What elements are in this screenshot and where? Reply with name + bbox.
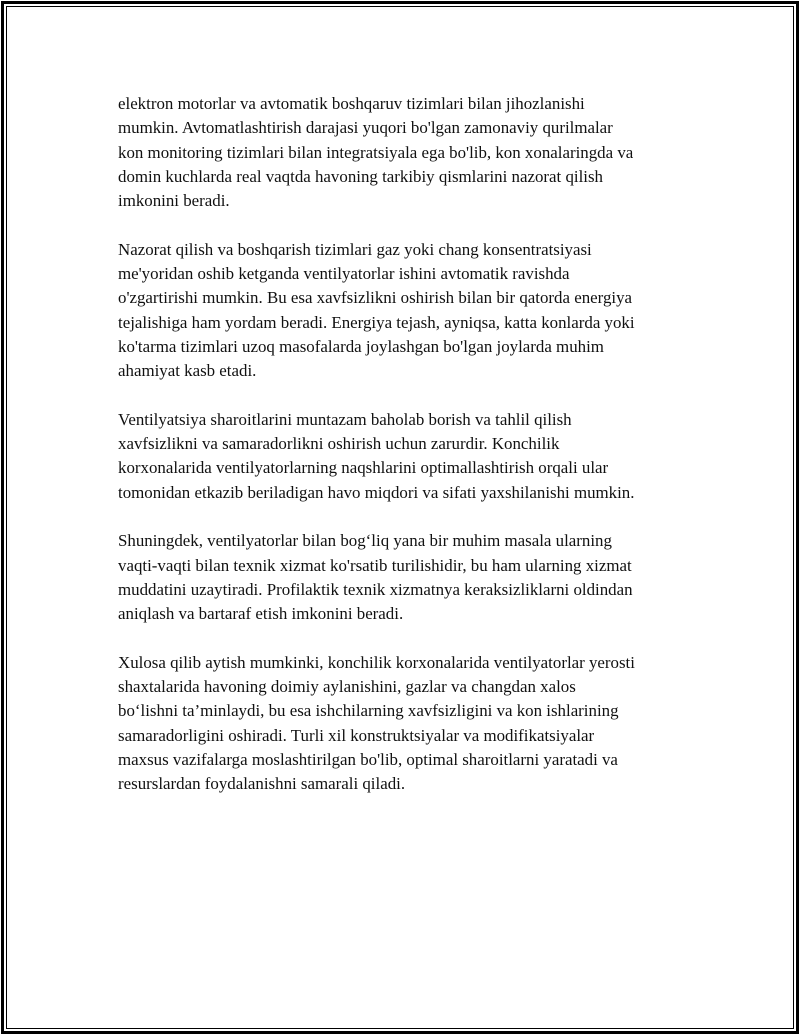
text-line: bo‘lishni ta’minlaydi, bu esa ishchilarning xavfsizligini va kon ishlarining [118, 701, 619, 721]
paragraph [118, 92, 703, 213]
text-line: me'yoridan oshib ketganda ventilyatorlar ishini avtomatik ravishda [118, 264, 570, 284]
text-line: Ventilyatsiya sharoitlarini muntazam baholab borish va tahlil qilish [118, 409, 572, 429]
text-line: muddatini uzaytiradi. Profilaktik texnik xizmatnya keraksizliklarni oldindan [118, 579, 633, 599]
paragraph [118, 408, 703, 505]
text-line: korxonalarida ventilyatorlarning naqshlarini optimallashtirish orqali ular [118, 458, 609, 478]
text-line: ahamiyat kasb etadi. [118, 361, 257, 381]
text-line: mumkin. Avtomatlashtirish darajasi yuqori bo'lgan zamonaviy qurilmalar [118, 118, 613, 138]
text-line: vaqti-vaqti bilan texnik xizmat ko'rsatib turilishidir, bu ham ularning xizmat [118, 555, 632, 575]
paragraph [118, 238, 703, 384]
text-line: Shuningdek, ventilyatorlar bilan bog‘liq yana bir muhim masala ularning [118, 531, 612, 551]
text-line: Nazorat qilish va boshqarish tizimlari gaz yoki chang konsentratsiyasi [118, 239, 592, 259]
text-line: maxsus vazifalarga moslashtirilgan bo'lib, optimal sharoitlarni yaratadi va [118, 750, 618, 770]
paragraph [118, 651, 703, 797]
text-line: ko'tarma tizimlari uzoq masofalarda joylashgan bo'lgan joylarda muhim [118, 336, 604, 356]
text-line: resurslardan foydalanishni samarali qiladi. [118, 774, 406, 794]
text-line: kon monitoring tizimlari bilan integratsiyala ega bo'lib, kon xonalaringda va [118, 142, 634, 162]
text-line: xavfsizlikni va samaradorlikni oshirish uchun zarurdir. Konchilik [118, 434, 560, 454]
text-line: imkonini beradi. [118, 191, 230, 211]
text-line: shaxtalarida havoning doimiy aylanishini, gazlar va changdan xalos [118, 677, 576, 697]
text-line: aniqlash va bartaraf etish imkonini beradi. [118, 604, 404, 624]
paragraph [118, 529, 703, 626]
text-line: samaradorligini oshiradi. Turli xil konstruktsiyalar va modifikatsiyalar [118, 725, 595, 745]
text-line: elektron motorlar va avtomatik boshqaruv tizimlari bilan jihozlanishi [118, 94, 585, 113]
document-body [118, 92, 703, 821]
text-line: domin kuchlarda real vaqtda havoning tarkibiy qismlarini nazorat qilish [118, 166, 604, 186]
text-line: o'zgartirishi mumkin. Bu esa xavfsizlikni oshirish bilan bir qatorda energiya [118, 288, 633, 308]
text-line: tomonidan etkazib beriladigan havo miqdori va sifati yaxshilanishi mumkin. [118, 482, 635, 502]
text-line: Xulosa qilib aytish mumkinki, konchilik korxonalarida ventilyatorlar yerosti [118, 652, 635, 672]
text-line: tejalishiga ham yordam beradi. Energiya tejash, ayniqsa, katta konlarda yoki [118, 312, 635, 332]
